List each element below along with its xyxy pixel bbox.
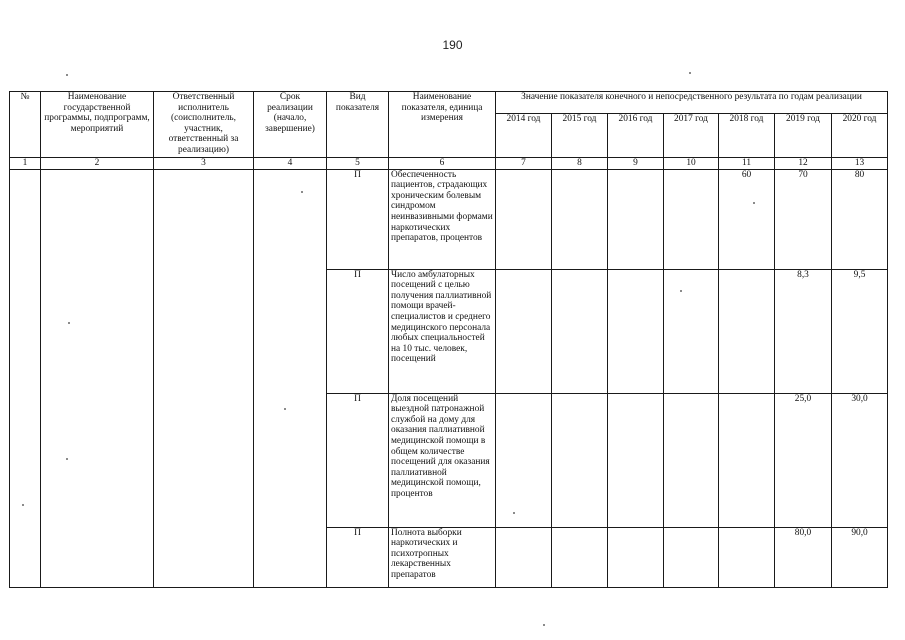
value-2018 — [719, 393, 775, 527]
value-2017 — [664, 393, 719, 527]
column-number: 1 — [10, 158, 41, 170]
indicator-type: П — [327, 393, 389, 527]
header-year: 2016 год — [608, 114, 664, 158]
column-number: 11 — [719, 158, 775, 170]
value-2018: 60 — [719, 169, 775, 269]
value-2020: 90,0 — [832, 527, 888, 587]
indicator-name: Доля посещений выездной патронажной службой на дому для оказания паллиативной медицинской помощи в общем количестве посещений для оказания паллиативной медицинской помощи, процентов — [389, 393, 496, 527]
value-2020: 30,0 — [832, 393, 888, 527]
header-values-group: Значение показателя конечного и непосредственного результата по годам реализации — [496, 92, 888, 114]
scan-speck — [284, 408, 286, 410]
scan-speck — [680, 290, 682, 292]
value-2015 — [552, 169, 608, 269]
page-number: 190 — [442, 38, 463, 52]
column-number: 7 — [496, 158, 552, 170]
value-2019: 25,0 — [775, 393, 832, 527]
scan-speck — [513, 512, 515, 514]
value-2018 — [719, 527, 775, 587]
scan-speck — [22, 504, 24, 506]
table-row — [10, 169, 888, 269]
value-2014 — [496, 527, 552, 587]
scan-speck — [543, 624, 545, 626]
header-col-executor: Ответственный исполнитель (соисполнитель, участник, ответственный за реализацию) — [154, 92, 254, 158]
scan-speck — [66, 74, 68, 76]
column-number: 13 — [832, 158, 888, 170]
header-year: 2017 год — [664, 114, 719, 158]
value-2015 — [552, 527, 608, 587]
value-2016 — [608, 269, 664, 393]
value-2018 — [719, 269, 775, 393]
column-number: 12 — [775, 158, 832, 170]
scan-speck — [68, 322, 70, 324]
scan-speck — [66, 458, 68, 460]
indicators-table — [9, 91, 888, 588]
indicator-type: П — [327, 527, 389, 587]
value-2020: 80 — [832, 169, 888, 269]
scan-speck — [689, 72, 691, 74]
value-2016 — [608, 169, 664, 269]
value-2017 — [664, 269, 719, 393]
column-numbers-row — [10, 158, 888, 170]
value-2017 — [664, 169, 719, 269]
value-2016 — [608, 393, 664, 527]
value-2016 — [608, 527, 664, 587]
empty-cell-executor — [154, 169, 254, 587]
column-number: 3 — [154, 158, 254, 170]
header-year: 2015 год — [552, 114, 608, 158]
indicator-name: Число амбулаторных посещений с целью получения паллиативной помощи врачей-специалистов и среднего медицинского персонала любых специальностей на 10 тыс. человек, посещений — [389, 269, 496, 393]
header-col-number: № — [10, 92, 41, 158]
indicator-type: П — [327, 269, 389, 393]
column-number: 6 — [389, 158, 496, 170]
header-col-indicator-name: Наименование показателя, единица измерения — [389, 92, 496, 158]
column-number: 10 — [664, 158, 719, 170]
indicator-name: Полнота выборки наркотических и психотропных лекарственных препаратов — [389, 527, 496, 587]
column-number: 5 — [327, 158, 389, 170]
indicator-type: П — [327, 169, 389, 269]
header-year: 2014 год — [496, 114, 552, 158]
empty-cell-period — [254, 169, 327, 587]
column-number: 2 — [41, 158, 154, 170]
column-number: 8 — [552, 158, 608, 170]
header-col-indicator-type: Вид показателя — [327, 92, 389, 158]
value-2015 — [552, 269, 608, 393]
header-year: 2019 год — [775, 114, 832, 158]
indicator-name: Обеспеченность пациентов, страдающих хроническим болевым синдромом неинвазивными формами наркотических препаратов, процентов — [389, 169, 496, 269]
header-row-1 — [10, 92, 888, 114]
value-2017 — [664, 527, 719, 587]
value-2019: 70 — [775, 169, 832, 269]
header-year: 2018 год — [719, 114, 775, 158]
header-col-period: Срок реализации (начало, завершение) — [254, 92, 327, 158]
scan-speck — [753, 202, 755, 204]
value-2014 — [496, 269, 552, 393]
empty-cell-program — [41, 169, 154, 587]
scan-speck — [301, 191, 303, 193]
value-2020: 9,5 — [832, 269, 888, 393]
header-year: 2020 год — [832, 114, 888, 158]
value-2015 — [552, 393, 608, 527]
value-2014 — [496, 393, 552, 527]
value-2014 — [496, 169, 552, 269]
header-col-program: Наименование государственной программы, подпрограмм, мероприятий — [41, 92, 154, 158]
value-2019: 8,3 — [775, 269, 832, 393]
empty-cell-number — [10, 169, 41, 587]
column-number: 4 — [254, 158, 327, 170]
value-2019: 80,0 — [775, 527, 832, 587]
column-number: 9 — [608, 158, 664, 170]
